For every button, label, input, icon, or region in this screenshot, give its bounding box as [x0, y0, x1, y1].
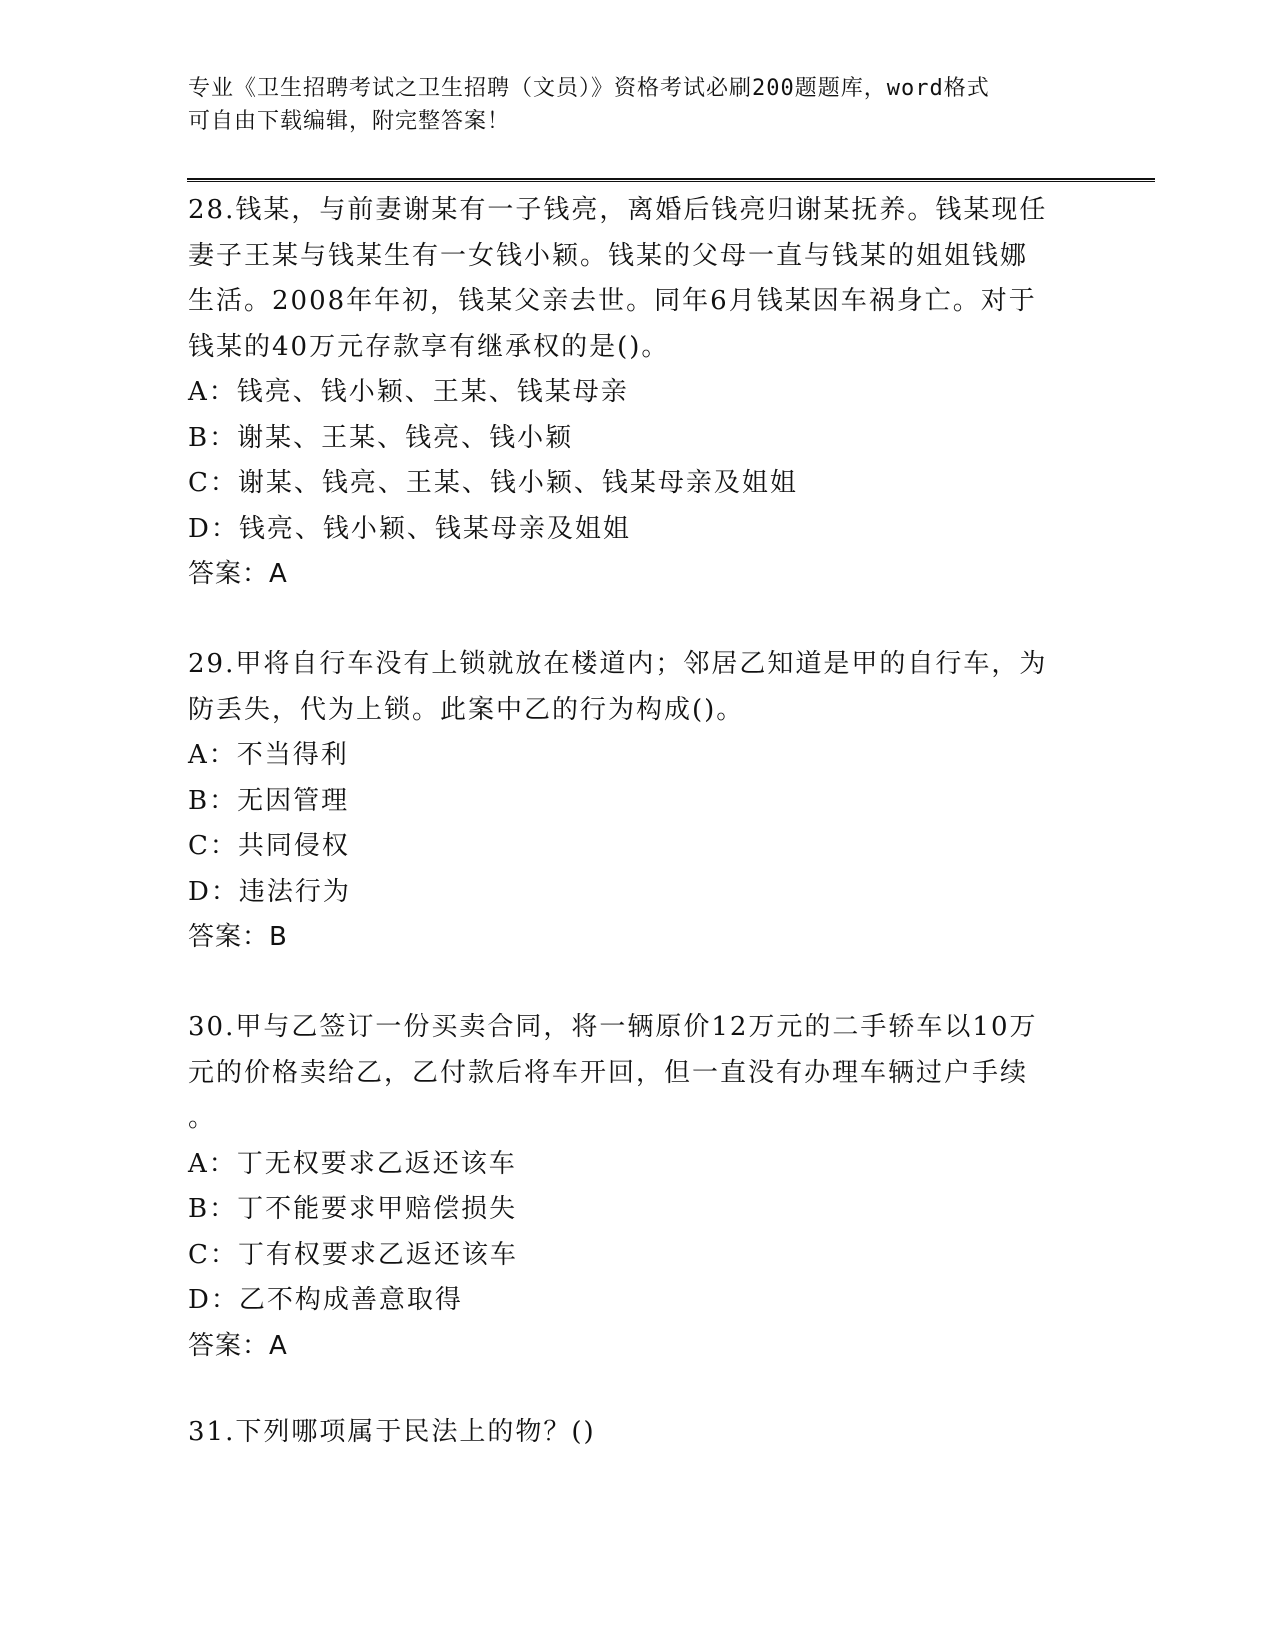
- option-b: B：丁不能要求甲赔偿损失: [188, 1194, 518, 1224]
- document-header: [188, 72, 1078, 138]
- answer-text: 答案：B: [188, 922, 288, 952]
- answer-text: 答案：A: [188, 1330, 288, 1361]
- question-stem-line: 钱某的40万元存款享有继承权的是()。: [188, 331, 670, 362]
- option-b: B：无因管理: [188, 785, 350, 816]
- question-stem-line: 。: [188, 1103, 217, 1133]
- header-line-2: 可自由下载编辑，附完整答案！: [188, 109, 511, 134]
- option-c: C：共同侵权: [188, 831, 350, 861]
- question-29: [188, 642, 1088, 961]
- option-c: C：谢某、钱亮、王某、钱小颖、钱某母亲及姐姐: [188, 468, 798, 498]
- question-stem-line: 28.钱某，与前妻谢某有一子钱亮，离婚后钱亮归谢某抚养。钱某现任: [188, 195, 1048, 225]
- question-stem-line: 防丢失，代为上锁。此案中乙的行为构成()。: [188, 694, 745, 725]
- answer-text: 答案：A: [188, 559, 288, 589]
- question-stem-line: 29.甲将自行车没有上锁就放在楼道内；邻居乙知道是甲的自行车，为: [188, 649, 1048, 679]
- question-stem-line: 30.甲与乙签订一份买卖合同，将一辆原价12万元的二手轿车以10万: [188, 1012, 1038, 1042]
- header-line-1: 专业《卫生招聘考试之卫生招聘（文员）》资格考试必刷200题题库，word格式: [188, 76, 990, 101]
- option-d: D：钱亮、钱小颖、钱某母亲及姐姐: [188, 513, 631, 544]
- question-stem-line: 妻子王某与钱某生有一女钱小颖。钱某的父母一直与钱某的姐姐钱娜: [188, 240, 1029, 271]
- option-a: A：丁无权要求乙返还该车: [188, 1148, 517, 1179]
- question-30: [188, 1005, 1088, 1369]
- question-28: [188, 188, 1088, 598]
- option-d: D：违法行为: [188, 876, 351, 907]
- question-stem-line: 元的价格卖给乙，乙付款后将车开回，但一直没有办理车辆过户手续: [188, 1057, 1029, 1088]
- question-31: [188, 1410, 1088, 1456]
- option-a: A：不当得利: [188, 740, 349, 770]
- question-stem-line: 31.下列哪项属于民法上的物？(): [188, 1417, 596, 1447]
- option-a: A：钱亮、钱小颖、王某、钱某母亲: [188, 377, 629, 407]
- option-c: C：丁有权要求乙返还该车: [188, 1239, 518, 1270]
- question-stem-line: 生活。2008年年初，钱某父亲去世。同年6月钱某因车祸身亡。对于: [188, 286, 1037, 316]
- option-b: B：谢某、王某、钱亮、钱小颖: [188, 422, 574, 453]
- option-d: D：乙不构成善意取得: [188, 1285, 463, 1315]
- header-divider: [187, 178, 1155, 182]
